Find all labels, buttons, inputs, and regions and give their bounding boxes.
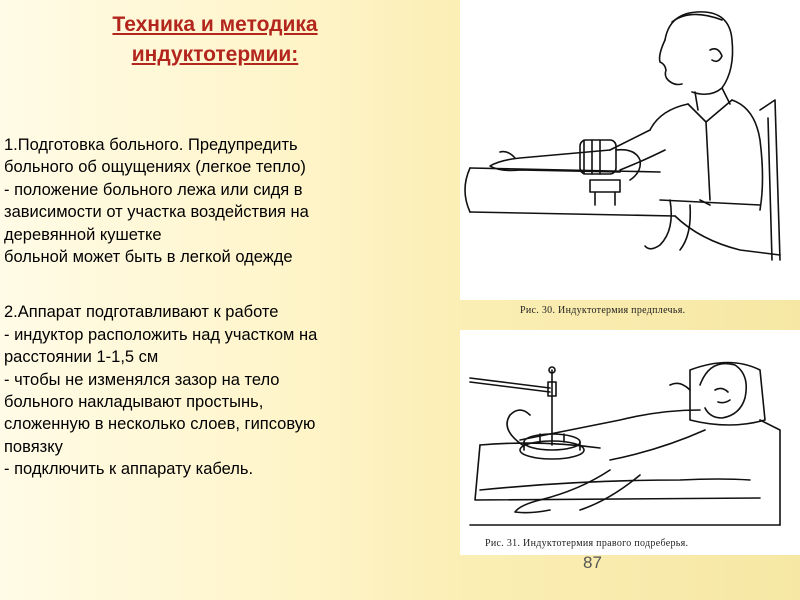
figure-1-caption: Рис. 30. Индуктотермия предплечья. [520, 305, 686, 316]
text-line: сложенную в несколько слоев, гипсовую [4, 415, 316, 434]
slide-title [0, 10, 430, 70]
text-line: - индуктор расположить над участком на [4, 325, 318, 344]
text-line: 1.Подготовка больного. Предупредить [4, 136, 298, 154]
text-line: расстоянии 1-1,5 см [4, 348, 159, 367]
text-line: больной может быть в легкой одежде [4, 248, 293, 267]
text-line: 2.Аппарат подготавливают к работе [4, 303, 279, 322]
title-line-1: Техника и методика [112, 13, 318, 36]
paragraph-gap [4, 268, 434, 301]
hypochondrium-illustration [460, 330, 800, 555]
text-line: - подключить к аппарату кабель. [4, 460, 254, 479]
text-line: - чтобы не изменялся зазор на тело [4, 370, 280, 389]
paragraph-2 [4, 301, 434, 480]
text-line: - положение больного лежа или сидя в [4, 180, 303, 199]
figure-forearm-inductothermy [460, 0, 800, 300]
figure-2-caption: Рис. 31. Индуктотермия правого подреберья. [485, 538, 689, 549]
text-line: зависимости от участка воздействия на [4, 203, 309, 222]
body-text [4, 134, 434, 481]
figure-hypochondrium-inductothermy [460, 330, 800, 555]
page-number: 87 [583, 553, 602, 572]
text-line: больного накладывают простынь, [4, 393, 264, 412]
paragraph-1 [4, 134, 434, 268]
text-line: больного об ощущениях (легкое тепло) [4, 158, 306, 177]
text-line: повязку [4, 437, 63, 456]
text-line: деревянной кушетке [4, 225, 162, 244]
title-line-2: индуктотермии: [131, 43, 299, 66]
forearm-illustration [460, 0, 800, 300]
